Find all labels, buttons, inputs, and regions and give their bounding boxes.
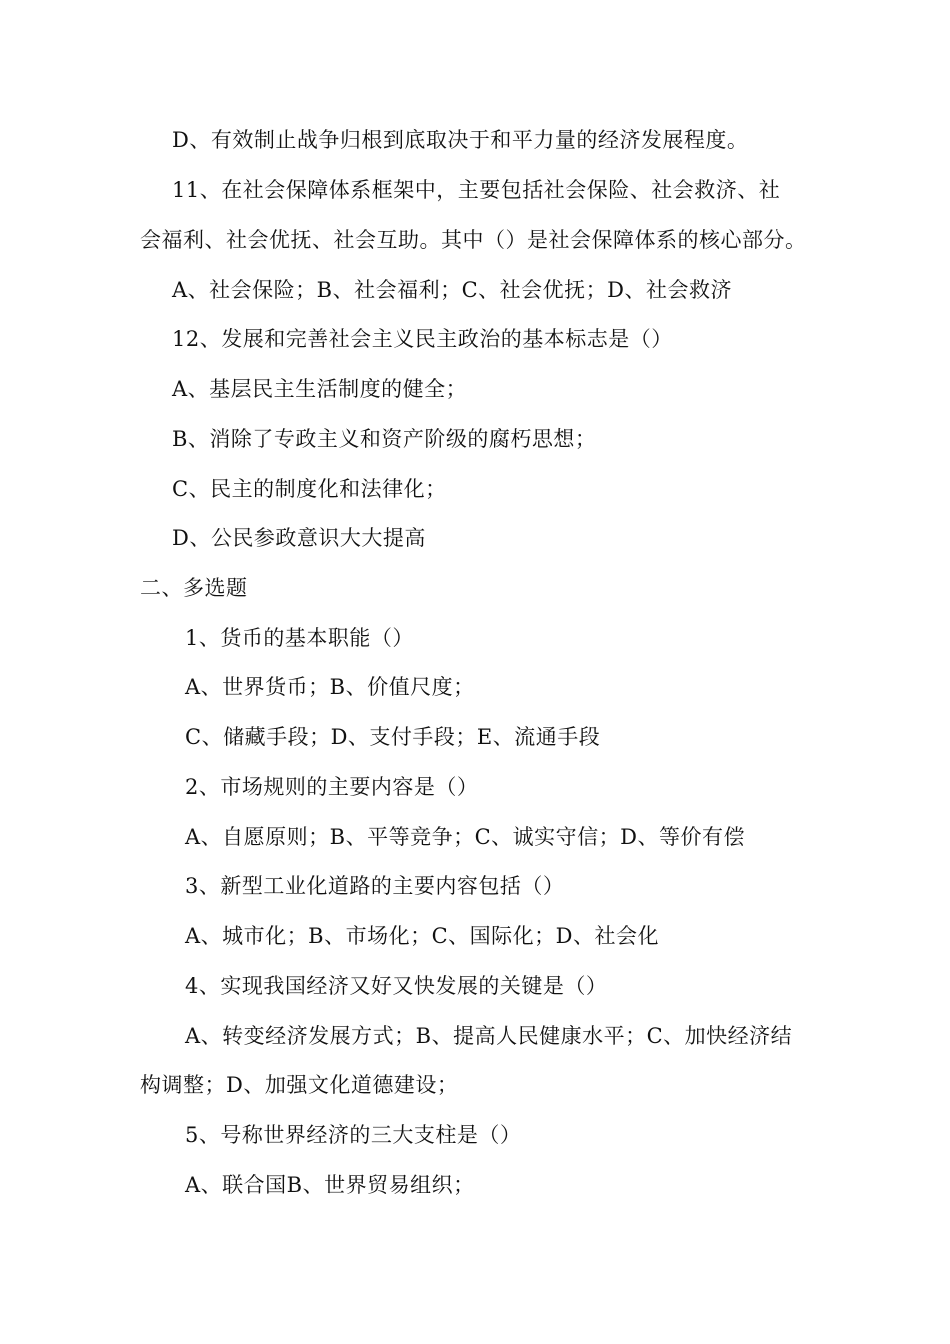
option-d-q12: D、公民参政意识大大提高 [172, 526, 426, 550]
mc-question-2: 2、市场规则的主要内容是（） [185, 775, 479, 799]
question-11-line-2: 会福利、社会优抚、社会互助。其中（）是社会保障体系的核心部分。 [140, 228, 807, 252]
options-q11: A、社会保险；B、社会福利；C、社会优抚；D、社会救济 [172, 278, 733, 302]
mc-q5-options: A、联合国B、世界贸易组织； [185, 1173, 475, 1197]
question-12: 12、发展和完善社会主义民主政治的基本标志是（） [172, 327, 673, 351]
section-heading-multiple-choice: 二、多选题 [140, 576, 248, 600]
mc-question-4: 4、实现我国经济又好又快发展的关键是（） [185, 974, 608, 998]
mc-q2-options: A、自愿原则；B、平等竞争；C、诚实守信；D、等价有偿 [185, 825, 746, 849]
mc-question-5: 5、号称世界经济的三大支柱是（） [185, 1123, 522, 1147]
mc-question-3: 3、新型工业化道路的主要内容包括（） [185, 874, 565, 898]
option-b-q12: B、消除了专政主义和资产阶级的腐朽思想； [172, 427, 597, 451]
question-11-line-1: 11、在社会保障体系框架中，主要包括社会保险、社会救济、社 [172, 178, 781, 202]
option-a-q12: A、基层民主生活制度的健全； [172, 377, 468, 401]
mc-q1-options-cde: C、储藏手段；D、支付手段；E、流通手段 [185, 725, 601, 749]
mc-q3-options: A、城市化；B、市场化；C、国际化；D、社会化 [185, 924, 660, 948]
mc-q4-options-line-1: A、转变经济发展方式；B、提高人民健康水平；C、加快经济结 [185, 1024, 793, 1048]
mc-q4-options-line-2: 构调整；D、加强文化道德建设； [140, 1073, 459, 1097]
option-d-q10: D、有效制止战争归根到底取决于和平力量的经济发展程度。 [172, 128, 749, 152]
mc-question-1: 1、货币的基本职能（） [185, 626, 414, 650]
option-c-q12: C、民主的制度化和法律化； [172, 477, 447, 501]
mc-q1-options-ab: A、世界货币；B、价值尺度； [185, 675, 475, 699]
